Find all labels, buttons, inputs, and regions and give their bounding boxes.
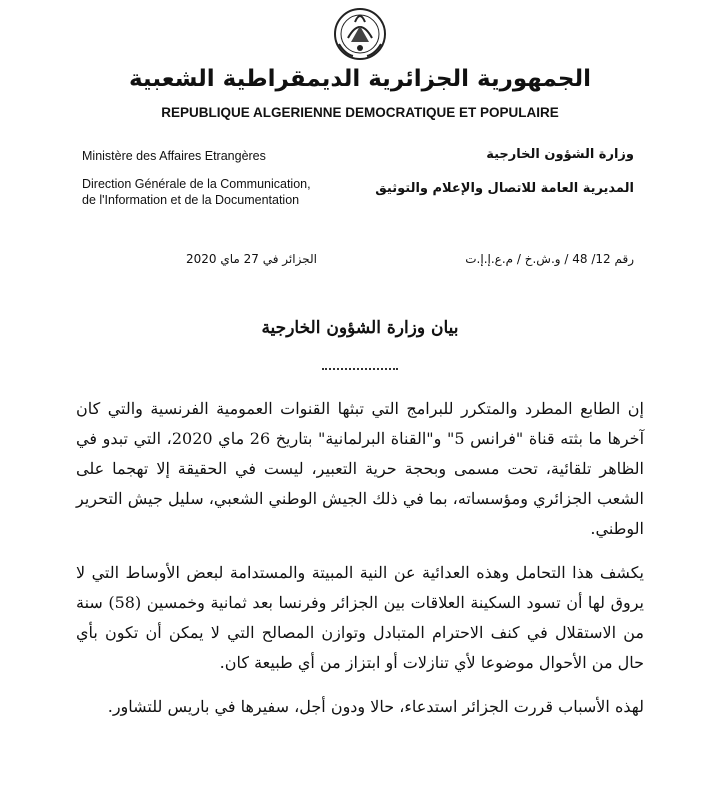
- title-divider: [322, 368, 398, 370]
- paragraph-3: لهذه الأسباب قررت الجزائر استدعاء، حالا ودون أجل، سفيرها في باريس للتشاور.: [107, 697, 644, 716]
- french-direction-line-2: de l'Information et de la Documentation: [82, 193, 300, 207]
- paragraph-1: إن الطابع المطرد والمتكرر للبرامج التي تبثها القنوات العمومية الفرنسية والتي كان آخرها ما بثته قناة "فرانس 5" و"القناة البرلمانية" بتاريخ 26 ماي 2020، التي تبدو في الظاهر تلقائية، تحت مسمى وبحجة حرية التعبير، ليست في الحقيقة إلا تهجما على الشعب الجزائري ومؤسساته، بما في ذلك الجيش الوطني الشعبي، سليل جيش التحرير الوطني.: [76, 399, 645, 538]
- statement-body: [76, 394, 644, 736]
- arabic-direction-name: المديرية العامة للاتصال والإعلام والتوثيق: [375, 181, 634, 196]
- arabic-ministry-name: وزارة الشؤون الخارجية: [486, 147, 634, 162]
- statement-title: بيان وزارة الشؤون الخارجية: [261, 318, 459, 338]
- paragraph-2: يكشف هذا التحامل وهذه العدائية عن النية المبيتة والمستدامة لبعض الأوساط التي لا يروق لها أن تسود السكينة العلاقات بين الجزائر وفرنسا بعد ثمانية وخمسين (58) سنة من الاستقلال في كنف الاحترام المتبادل وتوازن المصالح التي لا يمكن أن تكون بأي حال من الأحوال موضوعا لأي تنازلات أو ابتزاز من أي طبيعة كان.: [76, 563, 645, 672]
- french-republic-heading: REPUBLIQUE ALGERIENNE DEMOCRATIQUE ET POPULAIRE: [161, 105, 559, 120]
- arabic-republic-heading: الجمهورية الجزائرية الديمقراطية الشعبية: [128, 66, 592, 92]
- french-direction-line-1: Direction Générale de la Communication,: [82, 177, 311, 191]
- french-ministry-name: Ministère des Affaires Etrangères: [82, 149, 266, 163]
- document-date: الجزائر في 27 ماي 2020: [186, 252, 317, 266]
- arabic-ministry-block: [334, 146, 634, 198]
- national-emblem-icon: [331, 4, 389, 62]
- reference-number: رقم 12/ 48 / و.ش.خ / م.ع.إ.إ.ت: [465, 252, 634, 266]
